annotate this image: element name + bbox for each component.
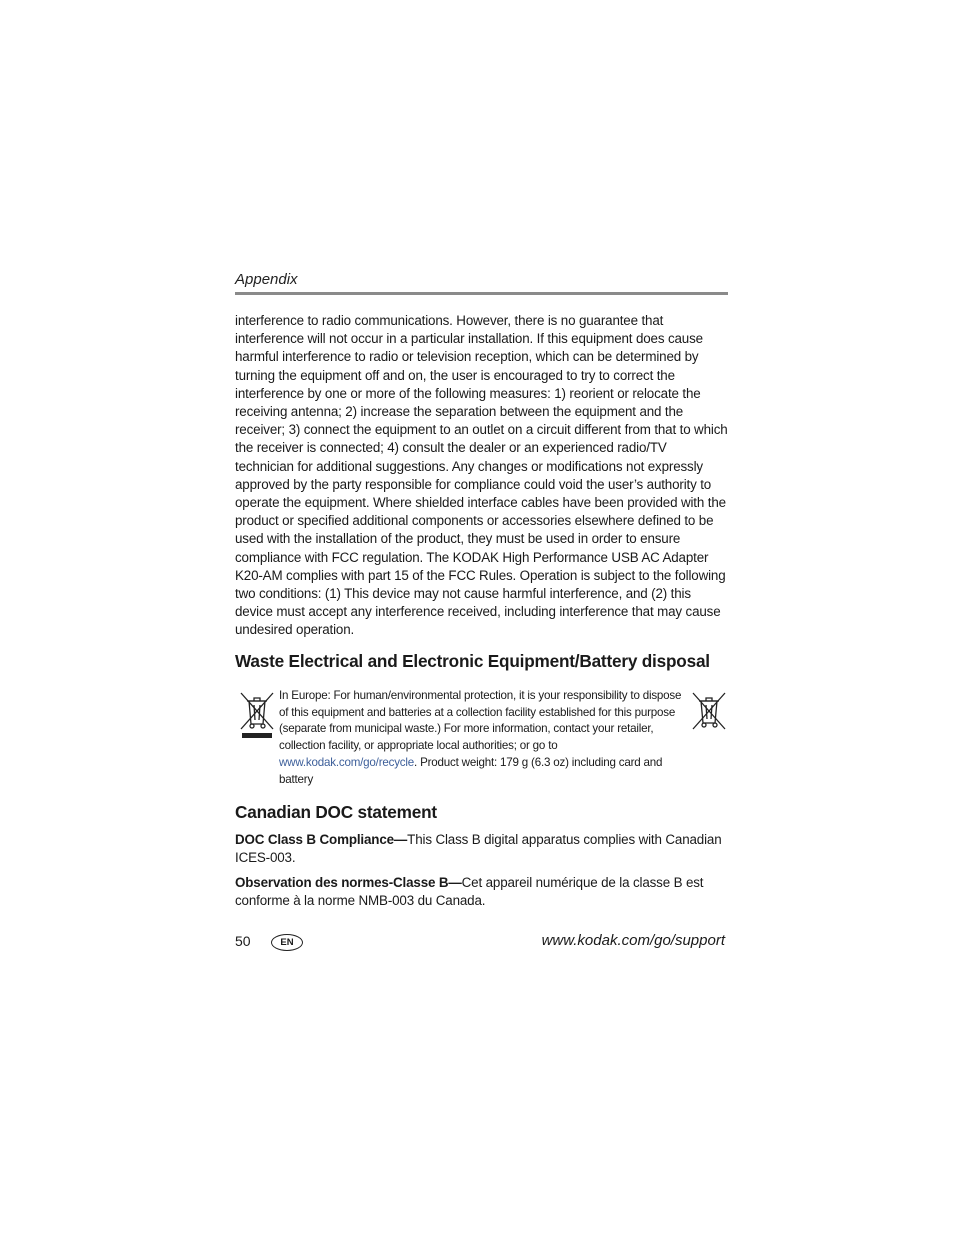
doc-class-b-paragraph [235,831,728,867]
weee-text-part-2: . Product weight: 179 g (6.3 oz) including card and battery [279,755,663,786]
observation-text: Cet appareil numérique de la classe B est conforme à la norme NMB-003 du Canada. [235,875,704,909]
support-url[interactable]: www.kodak.com/go/support [541,932,725,949]
recycle-link[interactable]: www.kodak.com/go/recycle [279,755,415,769]
language-badge: EN [271,934,303,951]
header-divider [235,292,728,295]
page-footer [235,930,728,954]
section-header: Appendix [235,271,298,288]
doc-class-b-label: DOC Class B Compliance— [235,832,408,847]
weee-text [279,688,685,788]
weee-notice [235,686,728,792]
canadian-doc-heading: Canadian DOC statement [235,802,437,822]
crossed-out-wheelie-bin-icon [692,692,726,730]
observation-paragraph [235,874,728,910]
fcc-interference-paragraph: interference to radio communications. However, there is no guarantee that interference will not occur in a particular installation. If this equipment does cause harmful interference to radio or television reception, which can be determined by turning the equipment off and on, the user is encouraged to try to correct the interference by one or more of the following measures: 1) reorient or relocate the receiving antenna; 2) increase the separation between the equipment and the receiver; 3) connect the equipment to an outlet on a circuit different from that to which the receiver is connected; 4) consult the dealer or an experienced radio/TV technician for additional suggestions. Any changes or modifications not expressly approved by the party responsible for compliance could void the user’s authority to operate the equipment. Where shielded interface cables have been provided with the product or specified additional components or accessories elsewhere defined to be used with the installation of the product, they must be used in order to ensure compliance with FCC regulation. The KODAK High Performance USB AC Adapter K20-AM complies with part 15 of the FCC Rules. Operation is subject to the following two conditions: (1) This device may not cause harmful interference, and (2) this device must accept any interference received, including interference that may cause undesired operation. [235,313,728,638]
observation-label: Observation des normes-Classe B— [235,875,462,890]
doc-class-b-text: This Class B digital apparatus complies with Canadian ICES-003. [235,832,722,866]
weee-text-part-1: In Europe: For human/environmental protection, it is your responsibility to dispose of this equipment and batteries at a collection facility established for this purpose (separate from municipal waste.) For more information, contact your retailer, collection facility, or appropriate local authorities; or go to [279,689,682,753]
weee-heading: Waste Electrical and Electronic Equipment/Battery disposal [235,651,710,671]
page-number: 50 [235,933,251,949]
crossed-out-wheelie-bin-icon [240,691,274,739]
